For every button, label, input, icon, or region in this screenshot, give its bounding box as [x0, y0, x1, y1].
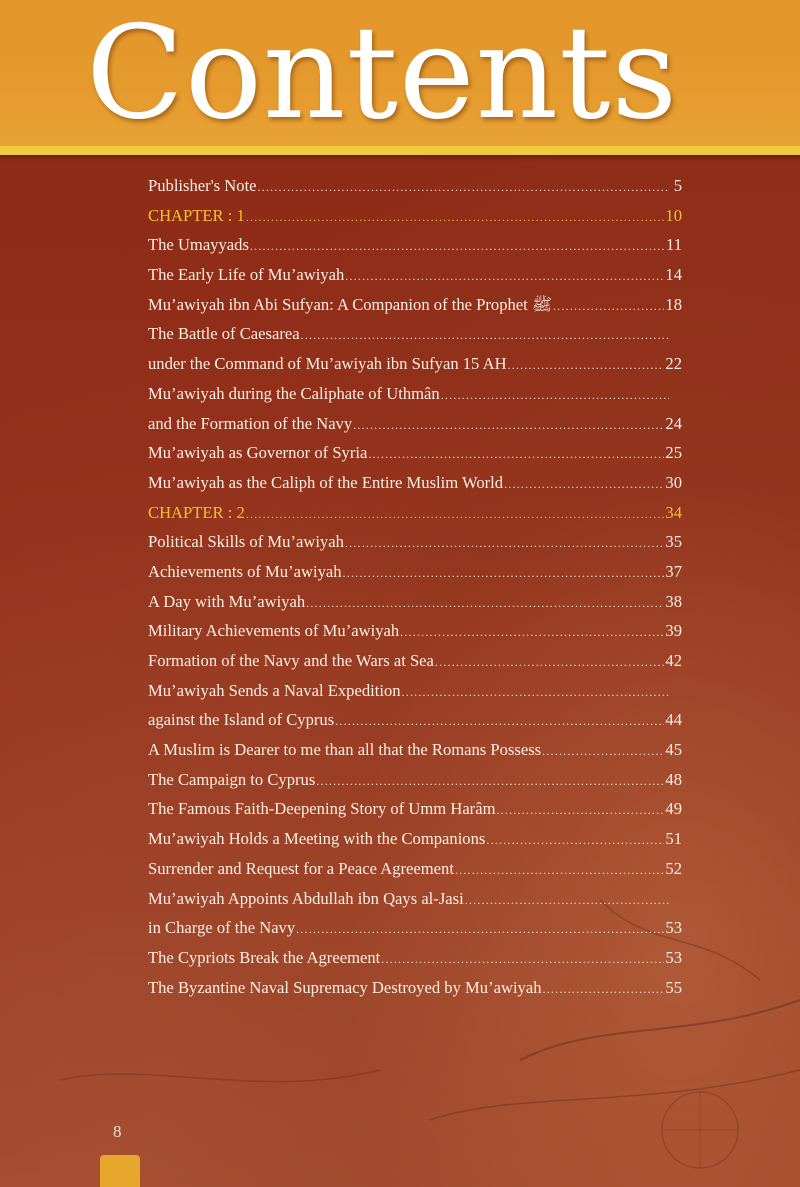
toc-leader-dots [258, 180, 669, 195]
toc-entry-title: Mu’awiyah as the Caliph of the Entire Muslim World [148, 472, 504, 492]
toc-chapter-heading [148, 206, 682, 236]
toc-entry-page: 10 [665, 205, 682, 225]
toc-entry [148, 443, 682, 473]
toc-entry-page: 25 [665, 443, 682, 463]
toc-entry-page: 52 [665, 858, 682, 878]
toc-entry [148, 324, 682, 354]
toc-entry-page: 38 [665, 591, 682, 611]
toc-entry-page: 11 [666, 235, 682, 255]
toc-entry-page: 14 [665, 265, 682, 285]
toc-entry [148, 621, 682, 651]
toc-entry [148, 414, 682, 444]
toc-entry [148, 799, 682, 829]
toc-leader-dots [381, 952, 664, 967]
toc-entry [148, 859, 682, 889]
toc-entry-title: The Battle of Caesarea [148, 324, 300, 344]
toc-leader-dots [250, 239, 665, 254]
toc-leader-dots [435, 655, 664, 670]
toc-entry-page: 42 [665, 651, 682, 670]
toc-entry [148, 948, 682, 978]
toc-entry-page: 53 [665, 918, 682, 938]
toc-entry-title: Mu’awiyah as Governor of Syria [148, 443, 368, 463]
toc-leader-dots [542, 744, 664, 759]
toc-entry [148, 710, 682, 740]
toc-leader-dots [353, 418, 664, 433]
toc-leader-dots [316, 774, 664, 789]
toc-leader-dots [543, 982, 665, 997]
toc-chapter-heading [148, 503, 682, 533]
toc-entry [148, 532, 682, 562]
toc-entry-page: 49 [665, 799, 682, 819]
toc-entry-title: Mu’awiyah Sends a Naval Expedition [148, 680, 401, 700]
table-of-contents [148, 176, 682, 1007]
toc-entry-page: 39 [665, 621, 682, 641]
toc-entry-title: The Early Life of Mu’awiyah [148, 265, 345, 285]
toc-entry-title: A Day with Mu’awiyah [148, 591, 306, 611]
toc-entry-title: under the Command of Mu’awiyah ibn Sufyan 15 AH [148, 354, 507, 374]
toc-leader-dots [343, 566, 665, 581]
toc-entry-page: 48 [665, 769, 682, 789]
toc-entry-title: The Famous Faith-Deepening Story of Umm Harâm [148, 799, 496, 819]
toc-entry-title: and the Formation of the Navy [148, 413, 353, 433]
toc-entry-title: CHAPTER : 2 [148, 502, 245, 522]
toc-entry-page: 30 [665, 472, 682, 492]
toc-leader-dots [508, 358, 665, 373]
toc-leader-dots [301, 328, 669, 343]
toc-entry [148, 265, 682, 295]
toc-entry-title: Political Skills of Mu’awiyah [148, 532, 344, 552]
toc-entry [148, 770, 682, 800]
toc-entry-page: 44 [665, 710, 682, 730]
toc-entry-page: 5 [673, 176, 682, 195]
toc-entry [148, 918, 682, 948]
toc-entry-title: CHAPTER : 1 [148, 205, 245, 225]
toc-entry-page: 34 [665, 502, 682, 522]
toc-entry-page: 55 [665, 977, 682, 997]
toc-entry-title: The Cypriots Break the Agreement [148, 947, 381, 967]
toc-entry-title: A Muslim is Dearer to me than all that the Romans Possess [148, 740, 542, 760]
toc-entry-title: in Charge of the Navy [148, 918, 296, 938]
toc-leader-dots [402, 685, 669, 700]
toc-leader-dots [246, 507, 665, 522]
toc-entry [148, 562, 682, 592]
toc-entry-title: Military Achievements of Mu’awiyah [148, 621, 400, 641]
toc-leader-dots [296, 922, 664, 937]
toc-leader-dots [368, 447, 664, 462]
toc-leader-dots [345, 269, 664, 284]
toc-entry-title: Mu’awiyah during the Caliphate of Uthmân [148, 383, 440, 403]
toc-entry-title: against the Island of Cyprus [148, 710, 335, 730]
toc-leader-dots [504, 477, 664, 492]
toc-leader-dots [345, 536, 665, 551]
toc-entry-title: Surrender and Request for a Peace Agreement [148, 858, 454, 878]
toc-entry-page: 53 [665, 947, 682, 967]
toc-entry [148, 473, 682, 503]
toc-entry-page: 24 [665, 413, 682, 433]
toc-entry-page: 51 [665, 829, 682, 849]
toc-entry-title: Achievements of Mu’awiyah [148, 561, 342, 581]
toc-leader-dots [246, 210, 665, 225]
toc-entry [148, 592, 682, 622]
page-number: 8 [113, 1122, 122, 1141]
toc-entry [148, 740, 682, 770]
toc-entry-title: Mu’awiyah Appoints Abdullah ibn Qays al-Jasi [148, 888, 464, 908]
toc-leader-dots [400, 625, 664, 640]
toc-entry [148, 829, 682, 859]
page-tab [100, 1155, 140, 1187]
toc-entry [148, 176, 682, 206]
toc-entry-title: Mu’awiyah ibn Abi Sufyan: A Companion of the Prophet ﷺ [148, 294, 552, 314]
toc-entry-title: The Campaign to Cyprus [148, 769, 316, 789]
toc-entry [148, 384, 682, 414]
toc-entry-title: Formation of the Navy and the Wars at Sea [148, 651, 434, 670]
toc-entry [148, 354, 682, 384]
toc-entry-page: 18 [665, 294, 682, 314]
toc-leader-dots [455, 863, 664, 878]
page-title: Contents [86, 0, 679, 148]
toc-leader-dots [553, 299, 664, 314]
toc-leader-dots [441, 388, 669, 403]
toc-entry-title: Publisher's Note [148, 176, 257, 195]
toc-entry [148, 978, 682, 1008]
toc-entry-title: The Byzantine Naval Supremacy Destroyed by Mu’awiyah [148, 977, 542, 997]
toc-entry-page: 37 [665, 561, 682, 581]
toc-entry [148, 681, 682, 711]
header-shadow [0, 155, 800, 161]
toc-entry [148, 889, 682, 919]
toc-leader-dots [335, 714, 664, 729]
toc-entry-page: 35 [665, 532, 682, 552]
toc-leader-dots [496, 803, 664, 818]
toc-leader-dots [486, 833, 664, 848]
toc-entry-page: 22 [665, 354, 682, 374]
toc-leader-dots [306, 596, 664, 611]
toc-entry-title: The Umayyads [148, 235, 249, 255]
toc-entry [148, 295, 682, 325]
toc-entry [148, 651, 682, 681]
toc-entry-page: 45 [665, 740, 682, 760]
toc-entry-title: Mu’awiyah Holds a Meeting with the Companions [148, 829, 486, 849]
toc-leader-dots [465, 893, 669, 908]
toc-entry [148, 235, 682, 265]
